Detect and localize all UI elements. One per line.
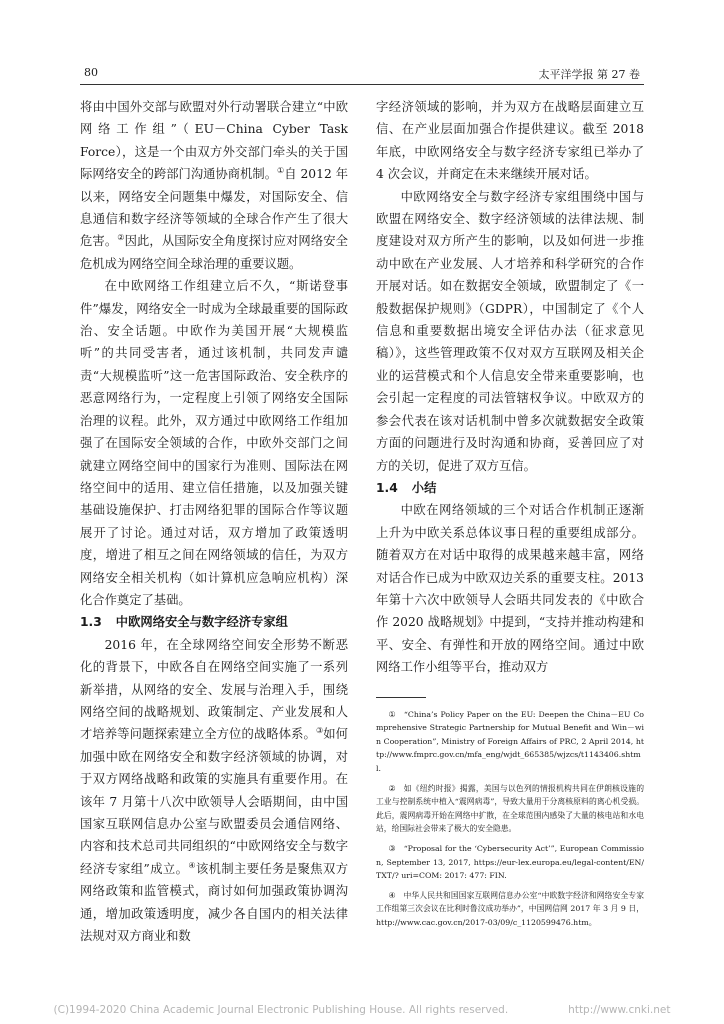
footnote-rule [376, 697, 426, 698]
footnote-text: 如《纽约时报》揭露，美国与以色列的情报机构共同在伊朗核设施的工业与控制系统中植入“震网病毒”，导致大量用于分离核原料的离心机受损。此后，震网病毒开始在网络中扩散，在全球范围内感染了大量的核电站和水电站，给国际社会带来了极大的安全隐患。 [376, 783, 644, 834]
footnote-ref[interactable]: ① [277, 166, 285, 176]
text: 如何加强中欧在网络安全和数字经济领域的协调，对于双方网络战略和政策的实施具有重要作用。在该年 7 月第十八次中欧领导人会晤期间，由中国国家互联网信息办公室与欧盟委员会通信网络、内容和技术总司共同组织的“中欧网络安全与数字经济专家组”成立。 [80, 727, 348, 876]
paragraph [80, 634, 348, 948]
journal-header: 太平洋学报 第 27 卷 [538, 68, 640, 81]
paragraph: 中欧网络安全与数字经济专家组围绕中国与欧盟在网络安全、数字经济领域的法律法规、制度建设对双方所产生的影响，以及如何进一步推动中欧在产业发展、人才培养和科学研究的合作开展对话。如在数据安全领域，欧盟制定了《一般数据保护规则》（GDPR），中国制定了《个人信息和重要数据出境安全评估办法（征求意见稿）》，这些管理政策不仅对双方互联网及相关企业的运营模式和个人信息安全带来重要影响，也会引起一定程度的司法管辖权争议。中欧双方的参会代表在该对话机制中曾多次就数据安全政策方面的问题进行及时沟通和协商，妥善回应了对方的关切，促进了双方互信。 [376, 189, 644, 473]
footnote [376, 842, 644, 883]
paragraph: 字经济领域的影响，并为双方在战略层面建立互信、在产业层面加强合作提供建议。截至 2018 年底，中欧网络安全与数字经济专家组已举办了 4 次会议，并商定在未来继续开展对话。 [376, 100, 644, 182]
footnote-text: “Proposal for the ‘Cybersecurity Act’”, European Commission, September 13, 2017, https://eur-lex.europa.eu/legal-content/EN/TXT/? uri=COM: 2017: 477: FIN. [376, 843, 644, 881]
footnote-text: 中华人民共和国国家互联网信息办公室“中欧数字经济和网络安全专家工作组第三次会议在比利时鲁汶成功举办”，中国网信网 2017 年 3 月 9 日，http://www.cac.gov.cn/2017-03/09/c_1120599476.htm。 [376, 890, 644, 927]
text: 因此，从国际安全角度探讨应对网络安全危机成为网络空间全球治理的重要议题。 [80, 234, 348, 271]
footnote-ref[interactable]: ④ [188, 860, 196, 870]
copyright-text: (C)1994-2020 China Academic Journal Electronic Publishing House. All rights reserved. [53, 1004, 509, 1016]
footnotes [376, 708, 644, 930]
footnote-text: “China’s Policy Paper on the EU: Deepen the China－EU Comprehensive Strategic Partnership for Mutual Benefit and Win－win Cooperation”, Ministry of Foreign Affairs of PRC, 2 April 2014, http://www.fmprc.gov.cn/mfa_eng/wjdt_665385/wjzcs/t1143406.shtml. [376, 709, 644, 773]
footnote-mark: ③ [388, 843, 396, 853]
footnote-mark: ① [388, 709, 396, 719]
text: 自 2012 年以来，网络安全问题集中爆发，对国际安全、信息通信和数字经济等领域的全球合作产生了很大危害。 [80, 167, 348, 249]
text: 该机制主要任务是聚焦双方网络政策和监管模式，商讨如何加强政策协调沟通，增加政策透明度，减少各自国内的相关法律法规对双方商业和数 [80, 861, 348, 944]
section-title: 中欧网络安全与数字经济专家组 [115, 615, 288, 630]
footnote [376, 708, 644, 776]
paragraph [80, 96, 348, 275]
section-number: 1.3 [80, 615, 102, 630]
cnki-link[interactable]: http://www.cnki.net [568, 1004, 671, 1016]
section-number: 1.4 [376, 480, 398, 495]
section-heading [80, 611, 348, 633]
right-column [376, 96, 644, 935]
section-heading [376, 477, 644, 499]
footnote-ref[interactable]: ② [117, 233, 125, 243]
paragraph: 中欧在网络领域的三个对话合作机制正逐渐上升为中欧关系总体议事日程的重要组成部分。随着双方在对话中取得的成果越来越丰富，网络对话合作已成为中欧双边关系的重要支柱。2013 年第十六次中欧领导人会晤共同发表的《中欧合作 2020 战略规划》中提到，“支持并推动构建和平、安全、有弹性和开放的网络空间。通过中欧网络工作小组等平台，推动双方 [376, 503, 644, 675]
header-rule [80, 84, 644, 85]
footnote [376, 782, 644, 836]
footnote-ref[interactable]: ③ [315, 726, 324, 736]
section-title: 小结 [411, 480, 437, 495]
left-column [80, 96, 348, 947]
page-number: 80 [84, 66, 98, 79]
footnote-mark: ④ [388, 890, 396, 900]
copyright-watermark [0, 1004, 724, 1016]
footnote [376, 889, 644, 930]
text: 2016 年，在全球网络空间安全形势不断恶化的背景下，中欧各自在网络空间实施了一系列新举措，从网络的安全、发展与治理入手，围绕网络空间的战略规划、政策制定、产业发展和人才培养等问题探索建立全方位的战略体系。 [80, 637, 348, 742]
text: 将由中国外交部与欧盟对外行动署联合建立“中欧网络工作组”（EU－China Cyber Task Force），这是一个由双方外交部门牵头的关于国际网络安全的跨部门沟通协商机制。 [80, 100, 348, 182]
paragraph: 在中欧网络工作组建立后不久，“斯诺登事件”爆发，网络安全一时成为全球最重要的国际政治、安全话题。中欧作为美国开展“大规模监听”的共同受害者，通过该机制，共同发声谴责“大规模监听”这一危害国际政治、安全秩序的恶意网络行为，一定程度上引领了网络安全国际治理的议程。此外，双方通过中欧网络工作组加强了在国际安全领域的合作，中欧外交部门之间就建立网络空间中的国家行为准则、国际法在网络空间中的适用、建立信任措施，以及加强关键基础设施保护、打击网络犯罪的国际合作等议题展开了讨论。通过对话，双方增加了政策透明度，增进了相互之间在网络领域的信任，为双方网络安全相关机构（如计算机应急响应机构）深化合作奠定了基础。 [80, 279, 348, 607]
footnote-mark: ② [388, 783, 396, 793]
